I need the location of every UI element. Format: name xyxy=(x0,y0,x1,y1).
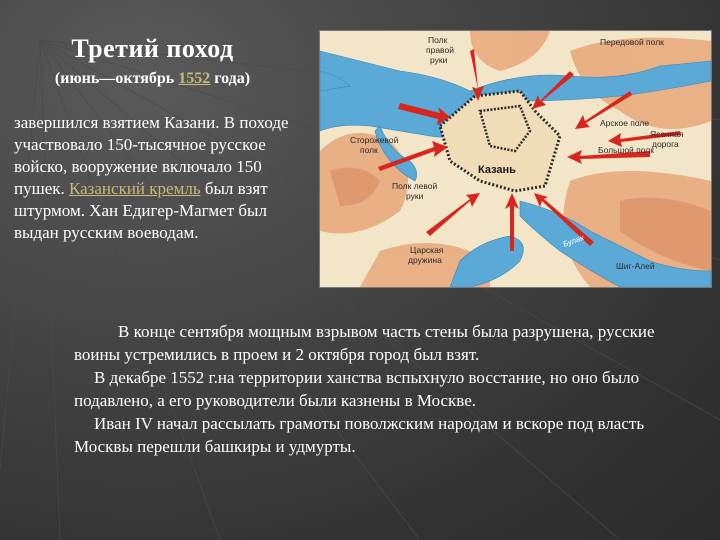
label-arsk-field: Арское поле xyxy=(600,118,650,128)
svg-text:дорога: дорога xyxy=(652,139,679,149)
description-part1: завершился взятием Казани. В походе участвовало 150-тысячное русское войско, вооружение включало 150 пушек. xyxy=(14,113,289,198)
slide-title: Третий поход xyxy=(71,34,234,63)
label-yasachnaya: Ясачная xyxy=(650,129,684,139)
label-river: Булак xyxy=(561,233,586,249)
svg-text:правой: правой xyxy=(426,45,454,55)
siege-map xyxy=(319,30,712,288)
label-left-hand: Полк левой xyxy=(392,181,438,191)
label-great-regiment: Большой полк xyxy=(598,145,654,155)
slide-subtitle xyxy=(0,70,305,88)
paragraph-explosion: В конце сентября мощным взрывом часть стены была разрушена, русские воины устремились в проем и 2 октября город был взят. xyxy=(74,322,655,364)
campaign-description xyxy=(14,112,309,244)
paragraph-uprising: В декабре 1552 г.на территории ханства вспыхнуло восстание, но оно было подавлено, а его руководители были казнены в Москве. xyxy=(74,368,640,410)
label-vanguard: Передовой полк xyxy=(600,37,664,47)
svg-text:дружина: дружина xyxy=(408,255,442,265)
label-royal-guard: Царская xyxy=(410,245,444,255)
label-right-hand: Полк xyxy=(428,35,448,45)
description-part2: был взят штурмом. Хан Едигер-Магмет был выдан русским воеводам. xyxy=(14,179,268,242)
svg-text:руки: руки xyxy=(430,55,448,65)
paragraph-charters: Иван IV начал рассылать грамоты поволжским народам и вскоре под власть Москвы перешли башкиры и удмурты. xyxy=(74,414,645,456)
kazan-kremlin-link[interactable]: Казанский кремль xyxy=(69,179,201,198)
label-kazan: Казань xyxy=(478,164,516,176)
svg-text:руки: руки xyxy=(406,191,424,201)
map-svg xyxy=(320,31,711,287)
svg-text:полк: полк xyxy=(360,145,378,155)
subtitle-suffix: года) xyxy=(210,70,251,87)
label-guard: Сторожевой xyxy=(350,135,399,145)
subtitle-prefix: (июнь—октябрь xyxy=(54,70,179,87)
subtitle-year-link[interactable]: 1552 xyxy=(178,70,211,87)
events-text xyxy=(74,320,684,458)
label-shig-aley: Шиг-Алей xyxy=(616,261,655,271)
